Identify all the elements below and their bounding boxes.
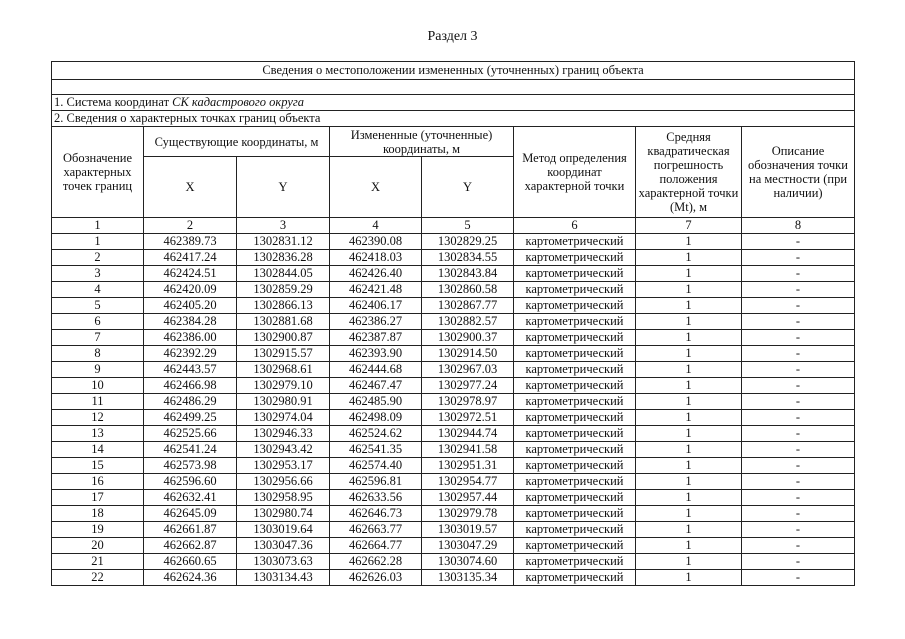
description-cell: - [742, 266, 855, 282]
table-row [52, 506, 855, 522]
existing-x-cell: 462420.09 [144, 282, 237, 298]
header-changed-coords: Измененные (уточненные) координаты, м [330, 127, 514, 157]
description-cell: - [742, 330, 855, 346]
point-id-cell: 18 [52, 506, 144, 522]
table-row [52, 410, 855, 426]
changed-y-cell: 1302979.78 [422, 506, 514, 522]
changed-x-cell: 462541.35 [330, 442, 422, 458]
method-cell: картометрический [514, 250, 636, 266]
changed-y-cell: 1302978.97 [422, 394, 514, 410]
point-id-cell: 10 [52, 378, 144, 394]
point-id-cell: 22 [52, 570, 144, 586]
points-info-row [52, 111, 855, 127]
table-row [52, 346, 855, 362]
existing-y-cell: 1302866.13 [237, 298, 330, 314]
changed-x-cell: 462574.40 [330, 458, 422, 474]
existing-y-cell: 1302958.95 [237, 490, 330, 506]
existing-x-cell: 462466.98 [144, 378, 237, 394]
point-id-cell: 7 [52, 330, 144, 346]
point-id-cell: 17 [52, 490, 144, 506]
column-number: 7 [636, 218, 742, 234]
error-cell: 1 [636, 426, 742, 442]
point-id-cell: 16 [52, 474, 144, 490]
changed-x-cell: 462418.03 [330, 250, 422, 266]
point-id-cell: 21 [52, 554, 144, 570]
method-cell: картометрический [514, 346, 636, 362]
table-row [52, 378, 855, 394]
method-cell: картометрический [514, 490, 636, 506]
changed-y-cell: 1303047.29 [422, 538, 514, 554]
description-cell: - [742, 250, 855, 266]
coord-system-row [52, 95, 855, 111]
section-title: Раздел 3 [427, 29, 478, 44]
changed-x-cell: 462524.62 [330, 426, 422, 442]
error-cell: 1 [636, 474, 742, 490]
existing-y-cell: 1302844.05 [237, 266, 330, 282]
point-id-cell: 19 [52, 522, 144, 538]
spacer-cell [52, 80, 855, 95]
point-id-cell: 11 [52, 394, 144, 410]
existing-y-cell: 1302915.57 [237, 346, 330, 362]
description-cell: - [742, 442, 855, 458]
table-title-row [52, 62, 855, 80]
error-cell: 1 [636, 490, 742, 506]
existing-x-cell: 462499.25 [144, 410, 237, 426]
description-cell: - [742, 426, 855, 442]
method-cell: картометрический [514, 442, 636, 458]
error-cell: 1 [636, 442, 742, 458]
existing-y-cell: 1302956.66 [237, 474, 330, 490]
method-cell: картометрический [514, 282, 636, 298]
point-id-cell: 1 [52, 234, 144, 250]
existing-x-cell: 462386.00 [144, 330, 237, 346]
changed-y-cell: 1302867.77 [422, 298, 514, 314]
description-cell: - [742, 362, 855, 378]
error-cell: 1 [636, 410, 742, 426]
point-id-cell: 8 [52, 346, 144, 362]
changed-y-cell: 1302900.37 [422, 330, 514, 346]
changed-x-cell: 462662.28 [330, 554, 422, 570]
point-id-cell: 12 [52, 410, 144, 426]
point-id-cell: 2 [52, 250, 144, 266]
error-cell: 1 [636, 394, 742, 410]
error-cell: 1 [636, 282, 742, 298]
changed-x-cell: 462663.77 [330, 522, 422, 538]
table-row [52, 234, 855, 250]
header-description: Описание обозначения точки на местности (при наличии) [742, 127, 855, 218]
existing-x-cell: 462384.28 [144, 314, 237, 330]
point-id-cell: 20 [52, 538, 144, 554]
existing-x-cell: 462596.60 [144, 474, 237, 490]
method-cell: картометрический [514, 330, 636, 346]
changed-x-cell: 462646.73 [330, 506, 422, 522]
table-row [52, 442, 855, 458]
changed-y-cell: 1302843.84 [422, 266, 514, 282]
table-row [52, 362, 855, 378]
existing-x-cell: 462486.29 [144, 394, 237, 410]
existing-y-cell: 1303047.36 [237, 538, 330, 554]
description-cell: - [742, 458, 855, 474]
column-number: 8 [742, 218, 855, 234]
existing-y-cell: 1302900.87 [237, 330, 330, 346]
description-cell: - [742, 282, 855, 298]
method-cell: картометрический [514, 506, 636, 522]
error-cell: 1 [636, 378, 742, 394]
error-cell: 1 [636, 506, 742, 522]
method-cell: картометрический [514, 234, 636, 250]
existing-y-cell: 1302859.29 [237, 282, 330, 298]
error-cell: 1 [636, 266, 742, 282]
existing-x-cell: 462541.24 [144, 442, 237, 458]
error-cell: 1 [636, 522, 742, 538]
changed-x-cell: 462664.77 [330, 538, 422, 554]
existing-x-cell: 462662.87 [144, 538, 237, 554]
description-cell: - [742, 410, 855, 426]
description-cell: - [742, 474, 855, 490]
description-cell: - [742, 522, 855, 538]
column-number: 3 [237, 218, 330, 234]
method-cell: картометрический [514, 458, 636, 474]
existing-x-cell: 462417.24 [144, 250, 237, 266]
table-row [52, 250, 855, 266]
changed-y-cell: 1302977.24 [422, 378, 514, 394]
changed-y-cell: 1302967.03 [422, 362, 514, 378]
changed-y-cell: 1302834.55 [422, 250, 514, 266]
header-row-1 [52, 127, 855, 157]
table-row [52, 266, 855, 282]
method-cell: картометрический [514, 570, 636, 586]
changed-x-cell: 462390.08 [330, 234, 422, 250]
existing-y-cell: 1302946.33 [237, 426, 330, 442]
method-cell: картометрический [514, 298, 636, 314]
description-cell: - [742, 378, 855, 394]
header-existing-coords: Существующие координаты, м [144, 127, 330, 157]
table-row [52, 282, 855, 298]
existing-x-cell: 462573.98 [144, 458, 237, 474]
points-info-cell: 2. Сведения о характерных точках границ объекта [52, 111, 855, 127]
existing-y-cell: 1302831.12 [237, 234, 330, 250]
description-cell: - [742, 298, 855, 314]
changed-y-cell: 1302941.58 [422, 442, 514, 458]
column-number: 4 [330, 218, 422, 234]
changed-y-cell: 1303074.60 [422, 554, 514, 570]
existing-x-cell: 462424.51 [144, 266, 237, 282]
method-cell: картометрический [514, 362, 636, 378]
description-cell: - [742, 346, 855, 362]
changed-x-cell: 462596.81 [330, 474, 422, 490]
method-cell: картометрический [514, 266, 636, 282]
changed-x-cell: 462421.48 [330, 282, 422, 298]
existing-y-cell: 1302974.04 [237, 410, 330, 426]
point-id-cell: 14 [52, 442, 144, 458]
point-id-cell: 15 [52, 458, 144, 474]
existing-y-cell: 1302943.42 [237, 442, 330, 458]
description-cell: - [742, 506, 855, 522]
changed-y-cell: 1302860.58 [422, 282, 514, 298]
existing-x-cell: 462645.09 [144, 506, 237, 522]
coord-system-value: СК кадастрового округа [172, 95, 304, 109]
header-error: Средняя квадратическая погрешность положения характерной точки (Mt), м [636, 127, 742, 218]
changed-x-cell: 462387.87 [330, 330, 422, 346]
changed-x-cell: 462393.90 [330, 346, 422, 362]
point-id-cell: 3 [52, 266, 144, 282]
header-changed-y: Y [422, 157, 514, 218]
existing-y-cell: 1302836.28 [237, 250, 330, 266]
changed-y-cell: 1302914.50 [422, 346, 514, 362]
existing-y-cell: 1302953.17 [237, 458, 330, 474]
point-id-cell: 5 [52, 298, 144, 314]
method-cell: картометрический [514, 554, 636, 570]
changed-y-cell: 1302944.74 [422, 426, 514, 442]
existing-y-cell: 1303134.43 [237, 570, 330, 586]
description-cell: - [742, 234, 855, 250]
column-number-row [52, 218, 855, 234]
table-title: Сведения о местоположении измененных (уточненных) границ объекта [52, 62, 855, 80]
error-cell: 1 [636, 538, 742, 554]
column-number: 6 [514, 218, 636, 234]
existing-y-cell: 1303073.63 [237, 554, 330, 570]
table-row [52, 490, 855, 506]
header-point-designation: Обозначение характерных точек границ [52, 127, 144, 218]
description-cell: - [742, 394, 855, 410]
changed-x-cell: 462444.68 [330, 362, 422, 378]
existing-y-cell: 1302881.68 [237, 314, 330, 330]
method-cell: картометрический [514, 474, 636, 490]
changed-x-cell: 462406.17 [330, 298, 422, 314]
point-id-cell: 6 [52, 314, 144, 330]
boundary-points-table [51, 61, 855, 586]
spacer-row [52, 80, 855, 95]
point-id-cell: 9 [52, 362, 144, 378]
description-cell: - [742, 490, 855, 506]
changed-x-cell: 462485.90 [330, 394, 422, 410]
error-cell: 1 [636, 554, 742, 570]
existing-y-cell: 1302980.74 [237, 506, 330, 522]
header-changed-x: X [330, 157, 422, 218]
column-number: 2 [144, 218, 237, 234]
changed-x-cell: 462498.09 [330, 410, 422, 426]
changed-y-cell: 1302957.44 [422, 490, 514, 506]
method-cell: картометрический [514, 378, 636, 394]
table-row [52, 554, 855, 570]
changed-y-cell: 1302951.31 [422, 458, 514, 474]
changed-y-cell: 1303019.57 [422, 522, 514, 538]
error-cell: 1 [636, 570, 742, 586]
error-cell: 1 [636, 298, 742, 314]
changed-x-cell: 462426.40 [330, 266, 422, 282]
table-row [52, 538, 855, 554]
table-row [52, 298, 855, 314]
method-cell: картометрический [514, 314, 636, 330]
changed-y-cell: 1302954.77 [422, 474, 514, 490]
header-method: Метод определения координат характерной точки [514, 127, 636, 218]
table-row [52, 522, 855, 538]
table-row [52, 570, 855, 586]
method-cell: картометрический [514, 410, 636, 426]
method-cell: картометрический [514, 426, 636, 442]
header-existing-x: X [144, 157, 237, 218]
error-cell: 1 [636, 330, 742, 346]
existing-y-cell: 1302979.10 [237, 378, 330, 394]
description-cell: - [742, 554, 855, 570]
error-cell: 1 [636, 458, 742, 474]
changed-x-cell: 462633.56 [330, 490, 422, 506]
error-cell: 1 [636, 346, 742, 362]
description-cell: - [742, 538, 855, 554]
method-cell: картометрический [514, 522, 636, 538]
error-cell: 1 [636, 362, 742, 378]
header-existing-y: Y [237, 157, 330, 218]
description-cell: - [742, 314, 855, 330]
column-number: 5 [422, 218, 514, 234]
existing-x-cell: 462392.29 [144, 346, 237, 362]
point-id-cell: 13 [52, 426, 144, 442]
existing-x-cell: 462624.36 [144, 570, 237, 586]
changed-y-cell: 1302972.51 [422, 410, 514, 426]
existing-y-cell: 1302968.61 [237, 362, 330, 378]
table-row [52, 474, 855, 490]
description-cell: - [742, 570, 855, 586]
error-cell: 1 [636, 314, 742, 330]
error-cell: 1 [636, 250, 742, 266]
error-cell: 1 [636, 234, 742, 250]
table-row [52, 314, 855, 330]
changed-x-cell: 462386.27 [330, 314, 422, 330]
existing-x-cell: 462405.20 [144, 298, 237, 314]
method-cell: картометрический [514, 538, 636, 554]
point-id-cell: 4 [52, 282, 144, 298]
coord-system-cell [52, 95, 855, 111]
changed-y-cell: 1302882.57 [422, 314, 514, 330]
table-row [52, 394, 855, 410]
changed-y-cell: 1302829.25 [422, 234, 514, 250]
table-row [52, 426, 855, 442]
existing-y-cell: 1302980.91 [237, 394, 330, 410]
existing-x-cell: 462389.73 [144, 234, 237, 250]
changed-x-cell: 462626.03 [330, 570, 422, 586]
existing-x-cell: 462525.66 [144, 426, 237, 442]
method-cell: картометрический [514, 394, 636, 410]
existing-x-cell: 462661.87 [144, 522, 237, 538]
existing-y-cell: 1303019.64 [237, 522, 330, 538]
existing-x-cell: 462443.57 [144, 362, 237, 378]
column-number: 1 [52, 218, 144, 234]
table-row [52, 458, 855, 474]
existing-x-cell: 462660.65 [144, 554, 237, 570]
existing-x-cell: 462632.41 [144, 490, 237, 506]
changed-x-cell: 462467.47 [330, 378, 422, 394]
table-row [52, 330, 855, 346]
coord-system-prefix: 1. Система координат [54, 95, 173, 109]
changed-y-cell: 1303135.34 [422, 570, 514, 586]
